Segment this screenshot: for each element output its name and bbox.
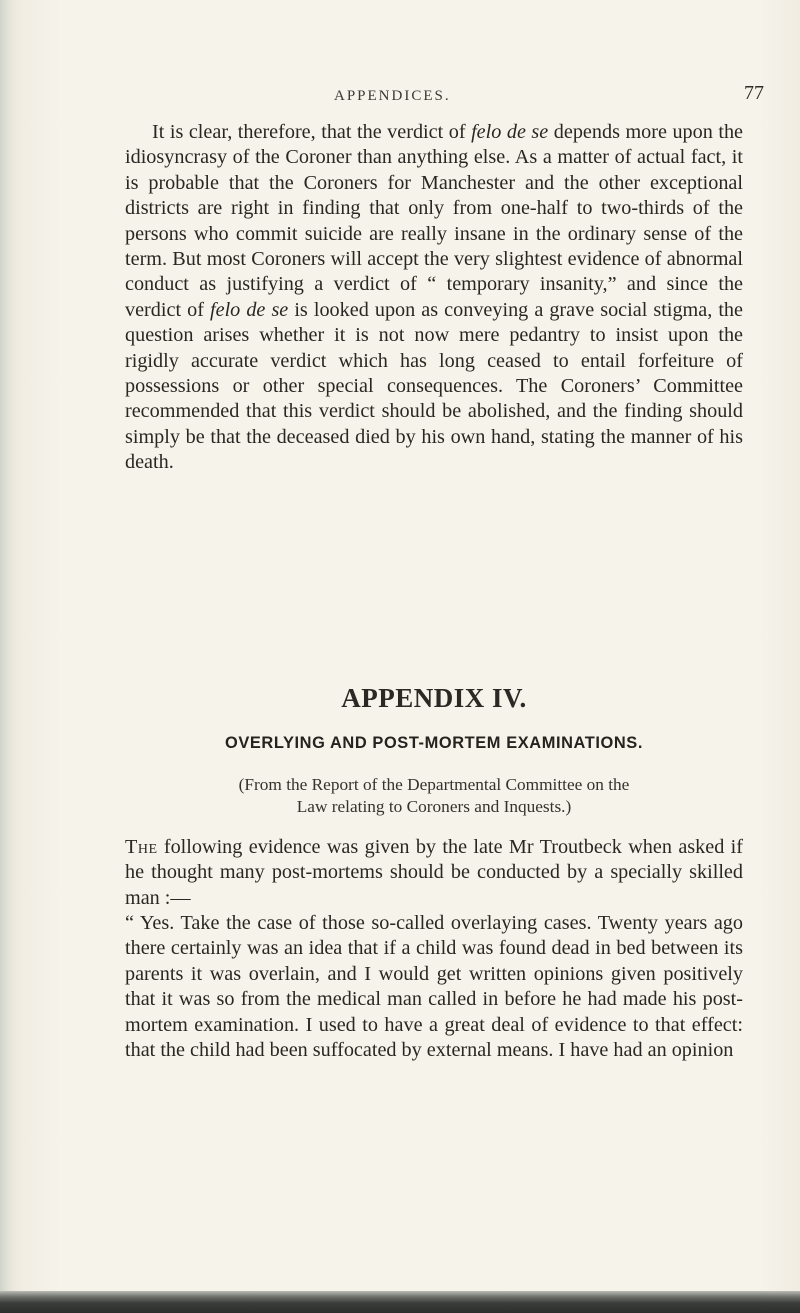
paragraph-text: depends more upon the idiosyncrasy of the Coroner than anything else. As a matter of actual fact, it is probable that the Coroners for Manchester and the other exceptional districts are right in finding that only from one-half to two-thirds of the persons who commit suicide are really insane in the ordinary sense of the term. But most Coroners will accept the very slightest evidence of abnormal conduct as justifying a verdict of “ temporary insanity,” and since the verdict of	[125, 121, 744, 321]
paragraph-evidence-intro	[125, 835, 743, 911]
running-head	[0, 82, 800, 112]
italic-term: felo de se	[471, 121, 549, 143]
running-title: APPENDICES.	[334, 88, 451, 104]
binding-edge	[0, 0, 14, 1313]
section-heading: OVERLYING AND POST-MORTEM EXAMINATIONS.	[224, 734, 643, 752]
page-number: 77	[744, 82, 764, 104]
paragraph-text: following evidence was given by the late Mr Troutbeck when asked if he thought many post-mortems should be conducted by a specially skilled man :—	[125, 836, 743, 909]
source-note-line: (From the Report of the Departmental Committee on the	[238, 775, 630, 794]
scan-bottom-edge	[0, 1291, 800, 1313]
source-note-line: Law relating to Coroners and Inquests.)	[296, 797, 572, 816]
source-note	[145, 774, 723, 818]
paragraph-felo-de-se	[125, 120, 743, 476]
appendix-title: APPENDIX IV.	[341, 683, 527, 713]
paragraph-testimony: “ Yes. Take the case of those so-called overlaying cases. Twenty years ago there certainly was an idea that if a child was found dead in bed between its parents it was overlain, and I would get written opinions given positively that it was so from the medical man called in before he had made his post-mortem examination. I used to have a great deal of evidence to that effect: that the child had been suffocated by external means. I have had an opinion	[125, 912, 743, 1062]
paragraph-text: It is clear, therefore, that the verdict of	[152, 121, 472, 143]
italic-term: felo de se	[210, 298, 289, 321]
paragraph-text: is looked upon as conveying a grave social stigma, the question arises whether it is not now mere pedantry to insist upon the rigidly accurate verdict which has long ceased to entail forfeiture of possessions or other special consequences. The Coroners’ Committee recommended that this verdict should be abolished, and the finding should simply be that the deceased died by his own hand, stating the manner of his death.	[125, 298, 743, 474]
paragraph-lead-word: The	[125, 836, 158, 858]
